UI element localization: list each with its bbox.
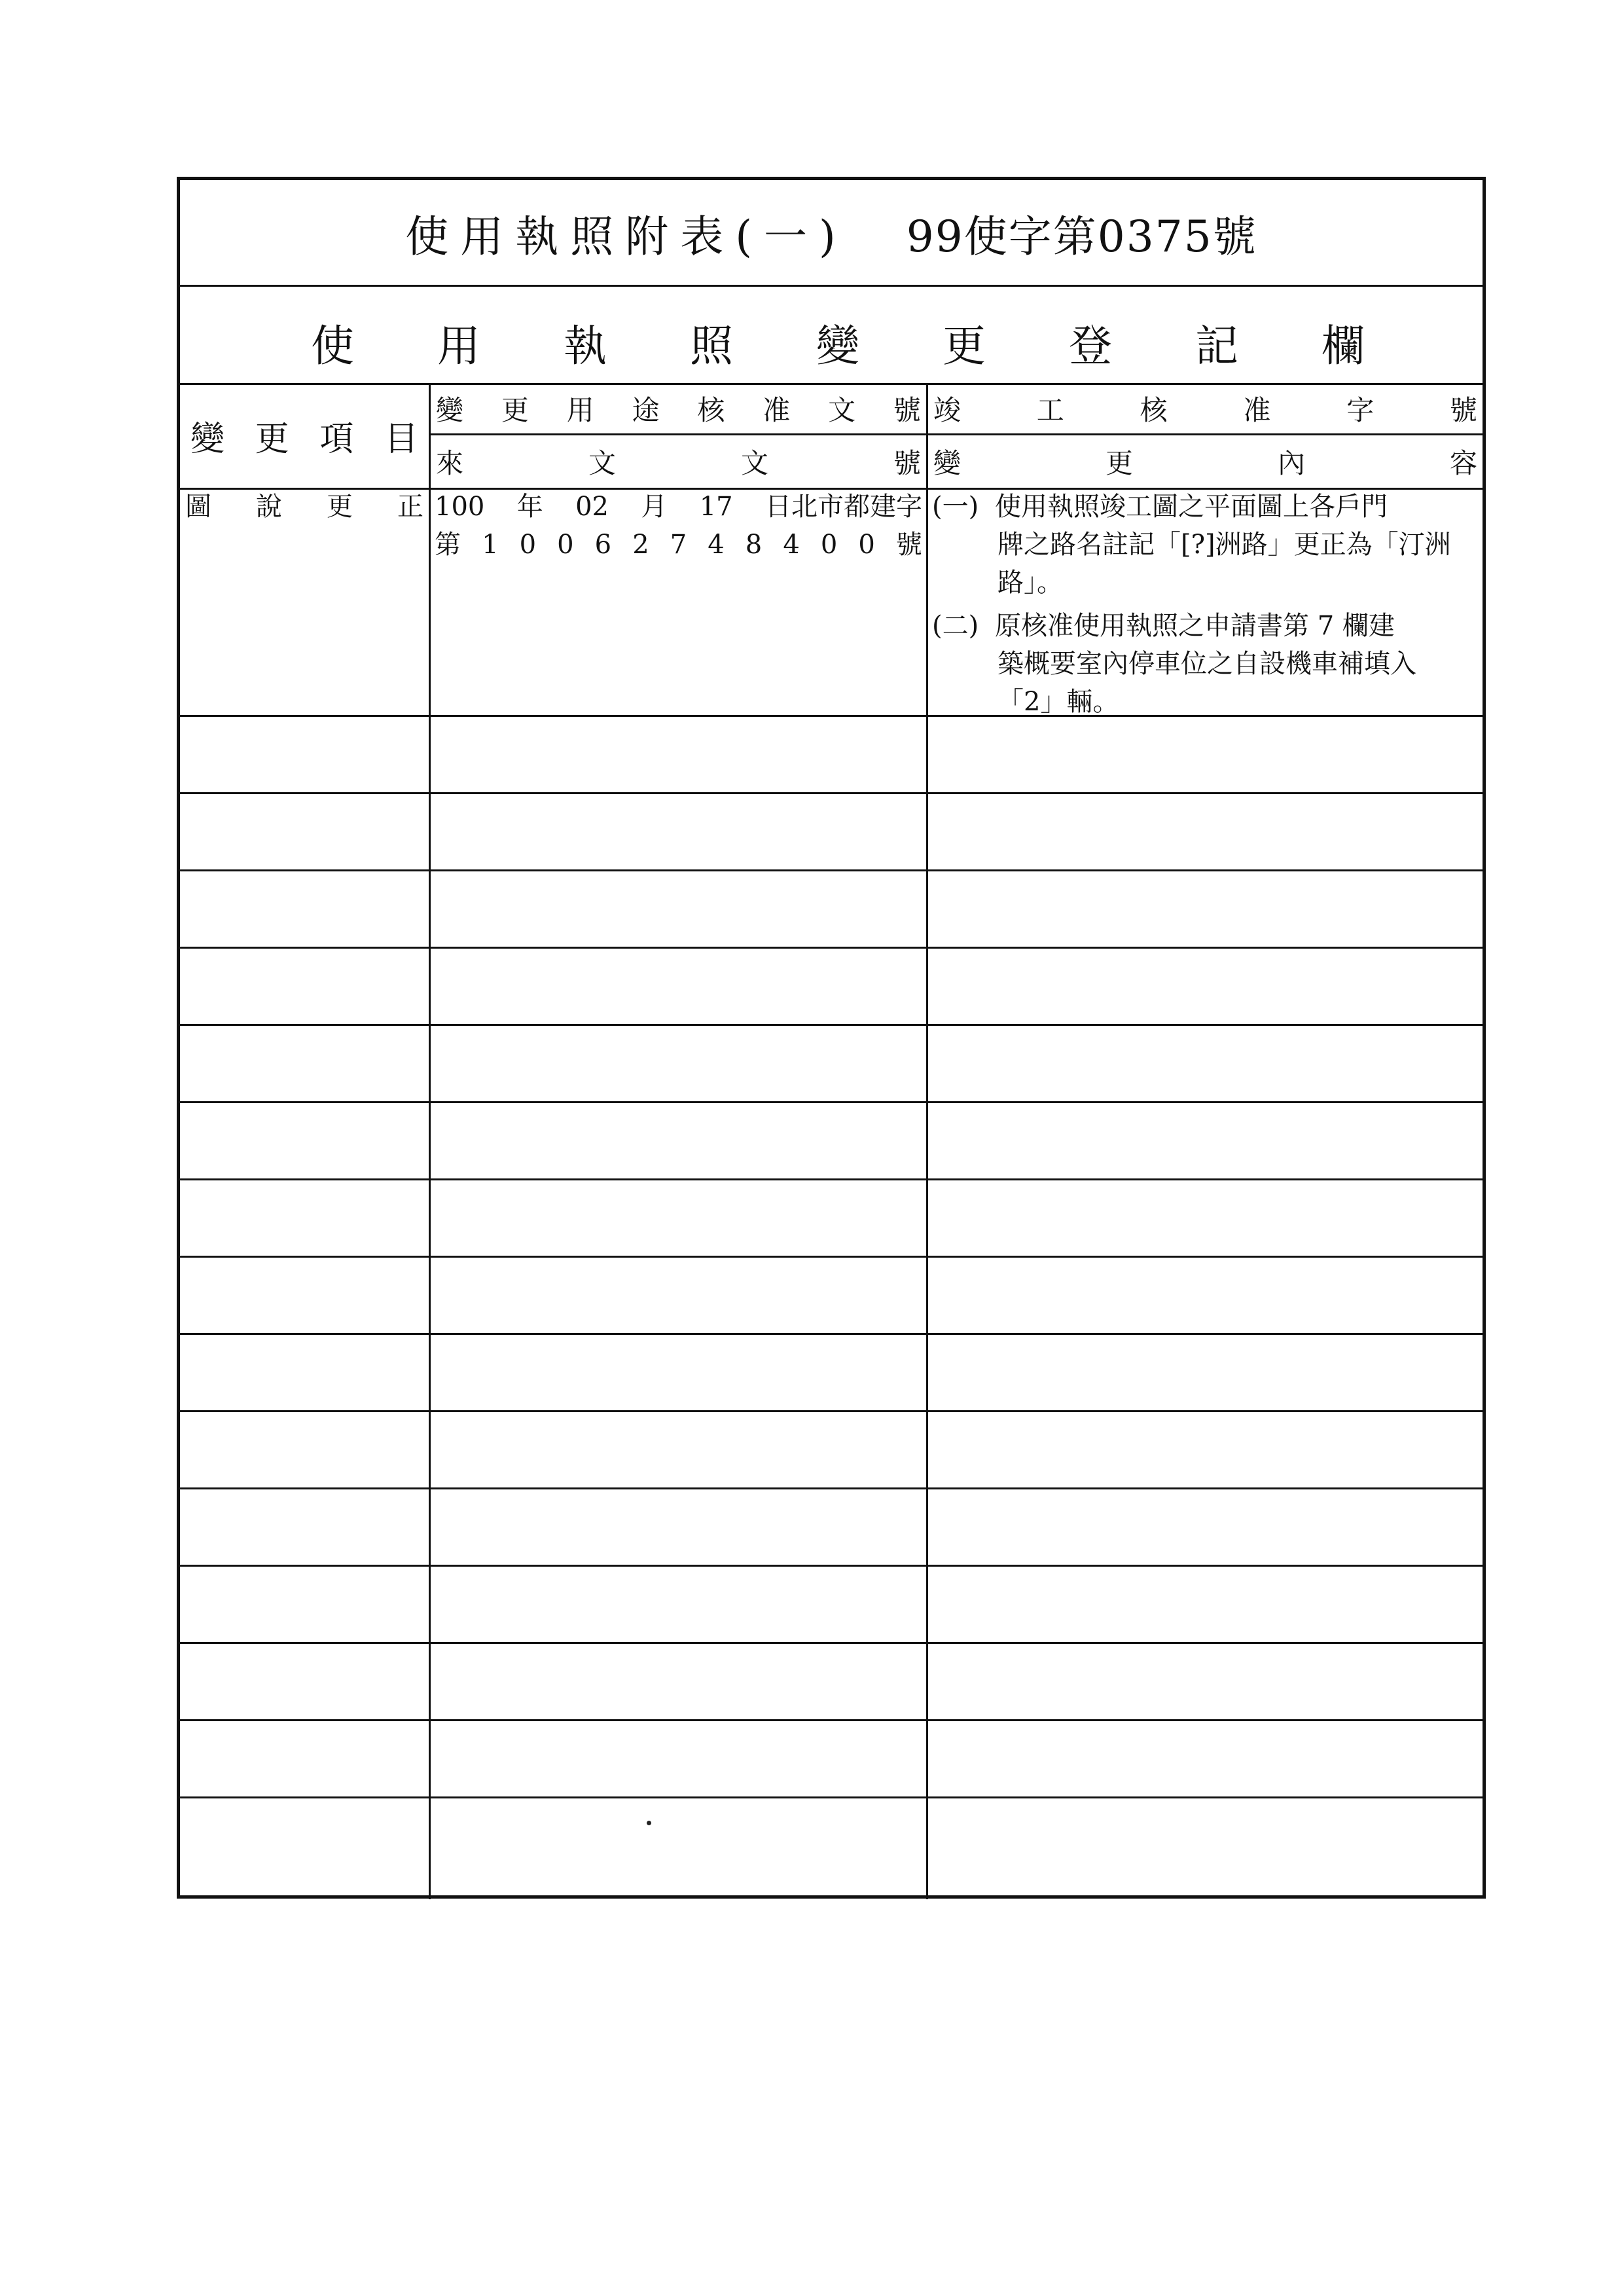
empty-cell (429, 1335, 926, 1410)
item-label: (二) (932, 611, 979, 641)
header-char: 准 (763, 393, 791, 426)
header-char: 內 (1277, 447, 1305, 479)
header-char: 容 (1449, 447, 1477, 479)
section-title (311, 311, 1365, 373)
empty-cell (429, 1258, 926, 1333)
header-char: 變 (933, 447, 962, 479)
header-char: 更 (1105, 447, 1133, 479)
doc-token: 8 (745, 530, 763, 560)
empty-cell (926, 1258, 1483, 1333)
header-char: 變 (436, 393, 464, 426)
section-title-char: 使 (311, 321, 354, 371)
document-number-header (429, 435, 926, 488)
item-char: 圖 (185, 492, 211, 522)
header-char: 字 (1346, 393, 1375, 426)
content-line: 原核准使用執照之申請書第 7 欄建 (995, 611, 1395, 641)
content-line: 「2」輛。 (998, 687, 1119, 717)
table-row (180, 1412, 1483, 1489)
empty-cell (180, 1644, 429, 1719)
doc-token: 年 (516, 492, 543, 522)
content-line: 築概要室內停車位之自設機車補填入 (998, 649, 1416, 679)
empty-cell (926, 717, 1483, 792)
table-row (180, 1258, 1483, 1335)
empty-cell (926, 794, 1483, 869)
empty-cell (180, 1335, 429, 1410)
completion-approval-header (926, 383, 1483, 435)
header-char: 來 (436, 447, 464, 479)
doc-token: 號 (895, 530, 922, 560)
section-title-char: 更 (943, 321, 986, 371)
section-title-row (180, 285, 1483, 385)
empty-cell (926, 871, 1483, 947)
empty-cell (926, 1026, 1483, 1101)
empty-cell (180, 871, 429, 947)
table-row (180, 1567, 1483, 1644)
doc-token: 7 (670, 530, 687, 560)
header-char: 更 (255, 419, 289, 459)
doc-token: 6 (594, 530, 612, 560)
doc-token: 1 (482, 530, 499, 560)
change-content-header (926, 435, 1483, 488)
empty-cell (429, 1489, 926, 1565)
empty-cell (180, 1180, 429, 1256)
header-char: 文 (828, 393, 856, 426)
doc-token: 4 (708, 530, 725, 560)
entries-table (180, 488, 1483, 1895)
empty-cell (180, 1721, 429, 1796)
header-char: 用 (566, 393, 594, 426)
item-label: (一) (932, 492, 979, 522)
empty-cell (429, 1644, 926, 1719)
doc-token: 0 (519, 530, 537, 560)
empty-cell (180, 1103, 429, 1178)
document-line-2 (431, 526, 926, 564)
empty-cell (429, 949, 926, 1024)
empty-cell (180, 717, 429, 792)
empty-cell (180, 1798, 429, 1899)
table-row (180, 871, 1483, 949)
table-row (180, 1026, 1483, 1103)
form-title: 使用執照附表(一) (405, 211, 848, 262)
empty-cell (429, 1026, 926, 1101)
empty-cell (429, 1798, 926, 1899)
empty-cell (429, 1180, 926, 1256)
empty-cell (180, 1567, 429, 1642)
stray-dot-mark (647, 1821, 651, 1825)
header-char: 竣 (933, 393, 962, 426)
doc-token: 17 (699, 492, 733, 522)
page-title (405, 202, 1257, 264)
doc-token: 2 (632, 530, 649, 560)
table-row (180, 1798, 1483, 1899)
empty-cell (429, 871, 926, 947)
section-title-char: 照 (690, 321, 733, 371)
empty-cell (180, 1026, 429, 1101)
empty-cell (180, 1258, 429, 1333)
empty-cell (429, 1567, 926, 1642)
header-char: 號 (1449, 393, 1477, 426)
section-title-char: 執 (564, 321, 607, 371)
table-row (180, 1335, 1483, 1412)
empty-cell (180, 794, 429, 869)
item-char: 說 (256, 492, 282, 522)
empty-cell (429, 1721, 926, 1796)
header-char: 目 (384, 419, 418, 459)
empty-cell (429, 1103, 926, 1178)
item-char: 更 (327, 492, 353, 522)
table-row (180, 1489, 1483, 1567)
table-row (180, 1180, 1483, 1258)
column-header-block (180, 383, 1483, 490)
empty-cell (926, 1489, 1483, 1565)
empty-cell (926, 949, 1483, 1024)
permit-number: 99使字第0375號 (906, 211, 1257, 262)
empty-cell (429, 1412, 926, 1487)
empty-cell (180, 1412, 429, 1487)
doc-token: 0 (820, 530, 838, 560)
content-item-2 (928, 607, 1483, 721)
empty-cell (926, 1412, 1483, 1487)
doc-token: 02 (575, 492, 609, 522)
header-char: 途 (632, 393, 660, 426)
table-row (180, 949, 1483, 1026)
entry-document-cell (429, 488, 926, 715)
item-column-header (180, 383, 429, 488)
header-char: 項 (319, 419, 354, 459)
entry-content-cell (926, 488, 1483, 715)
empty-cell (926, 1335, 1483, 1410)
table-row (180, 488, 1483, 717)
empty-cell (429, 717, 926, 792)
header-char: 文 (588, 447, 616, 479)
empty-cell (180, 949, 429, 1024)
content-line: 路」。 (998, 568, 1063, 598)
header-char: 核 (697, 393, 725, 426)
table-row (180, 1721, 1483, 1798)
title-row (180, 180, 1483, 287)
table-row (180, 794, 1483, 871)
section-title-char: 變 (816, 321, 859, 371)
header-char: 更 (501, 393, 529, 426)
table-row (180, 1644, 1483, 1721)
section-title-char: 記 (1195, 321, 1238, 371)
empty-cell (926, 1180, 1483, 1256)
section-title-char: 登 (1069, 321, 1112, 371)
empty-cell (926, 1644, 1483, 1719)
empty-cell (926, 1798, 1483, 1899)
content-line: 使用執照竣工圖之平面圖上各戶門 (995, 492, 1388, 522)
doc-token: 0 (858, 530, 875, 560)
item-char: 正 (397, 492, 423, 522)
header-char: 准 (1243, 393, 1271, 426)
doc-token: 100 (435, 492, 485, 522)
section-title-char: 欄 (1321, 321, 1365, 371)
empty-cell (429, 794, 926, 869)
doc-token: 4 (783, 530, 800, 560)
empty-cell (180, 1489, 429, 1565)
doc-token: 第 (435, 530, 461, 560)
header-char: 文 (740, 447, 768, 479)
header-char: 號 (893, 447, 921, 479)
header-char: 工 (1036, 393, 1064, 426)
approval-number-header (429, 383, 926, 435)
content-item-1 (928, 488, 1483, 602)
empty-cell (926, 1103, 1483, 1178)
header-char: 變 (190, 419, 225, 459)
empty-cell (926, 1567, 1483, 1642)
doc-token: 月 (641, 492, 668, 522)
document-line-1 (431, 488, 926, 526)
header-char: 號 (893, 393, 921, 426)
doc-token: 0 (557, 530, 574, 560)
table-row (180, 717, 1483, 794)
doc-token: 日北市都建字 (764, 492, 922, 522)
empty-cell (926, 1721, 1483, 1796)
table-row (180, 1103, 1483, 1180)
content-line: 牌之路名註記「[?]洲路」更正為「汀洲 (998, 530, 1451, 560)
permit-change-form (177, 177, 1486, 1899)
header-char: 核 (1140, 393, 1168, 426)
section-title-char: 用 (437, 321, 480, 371)
entry-item-cell (180, 488, 429, 715)
